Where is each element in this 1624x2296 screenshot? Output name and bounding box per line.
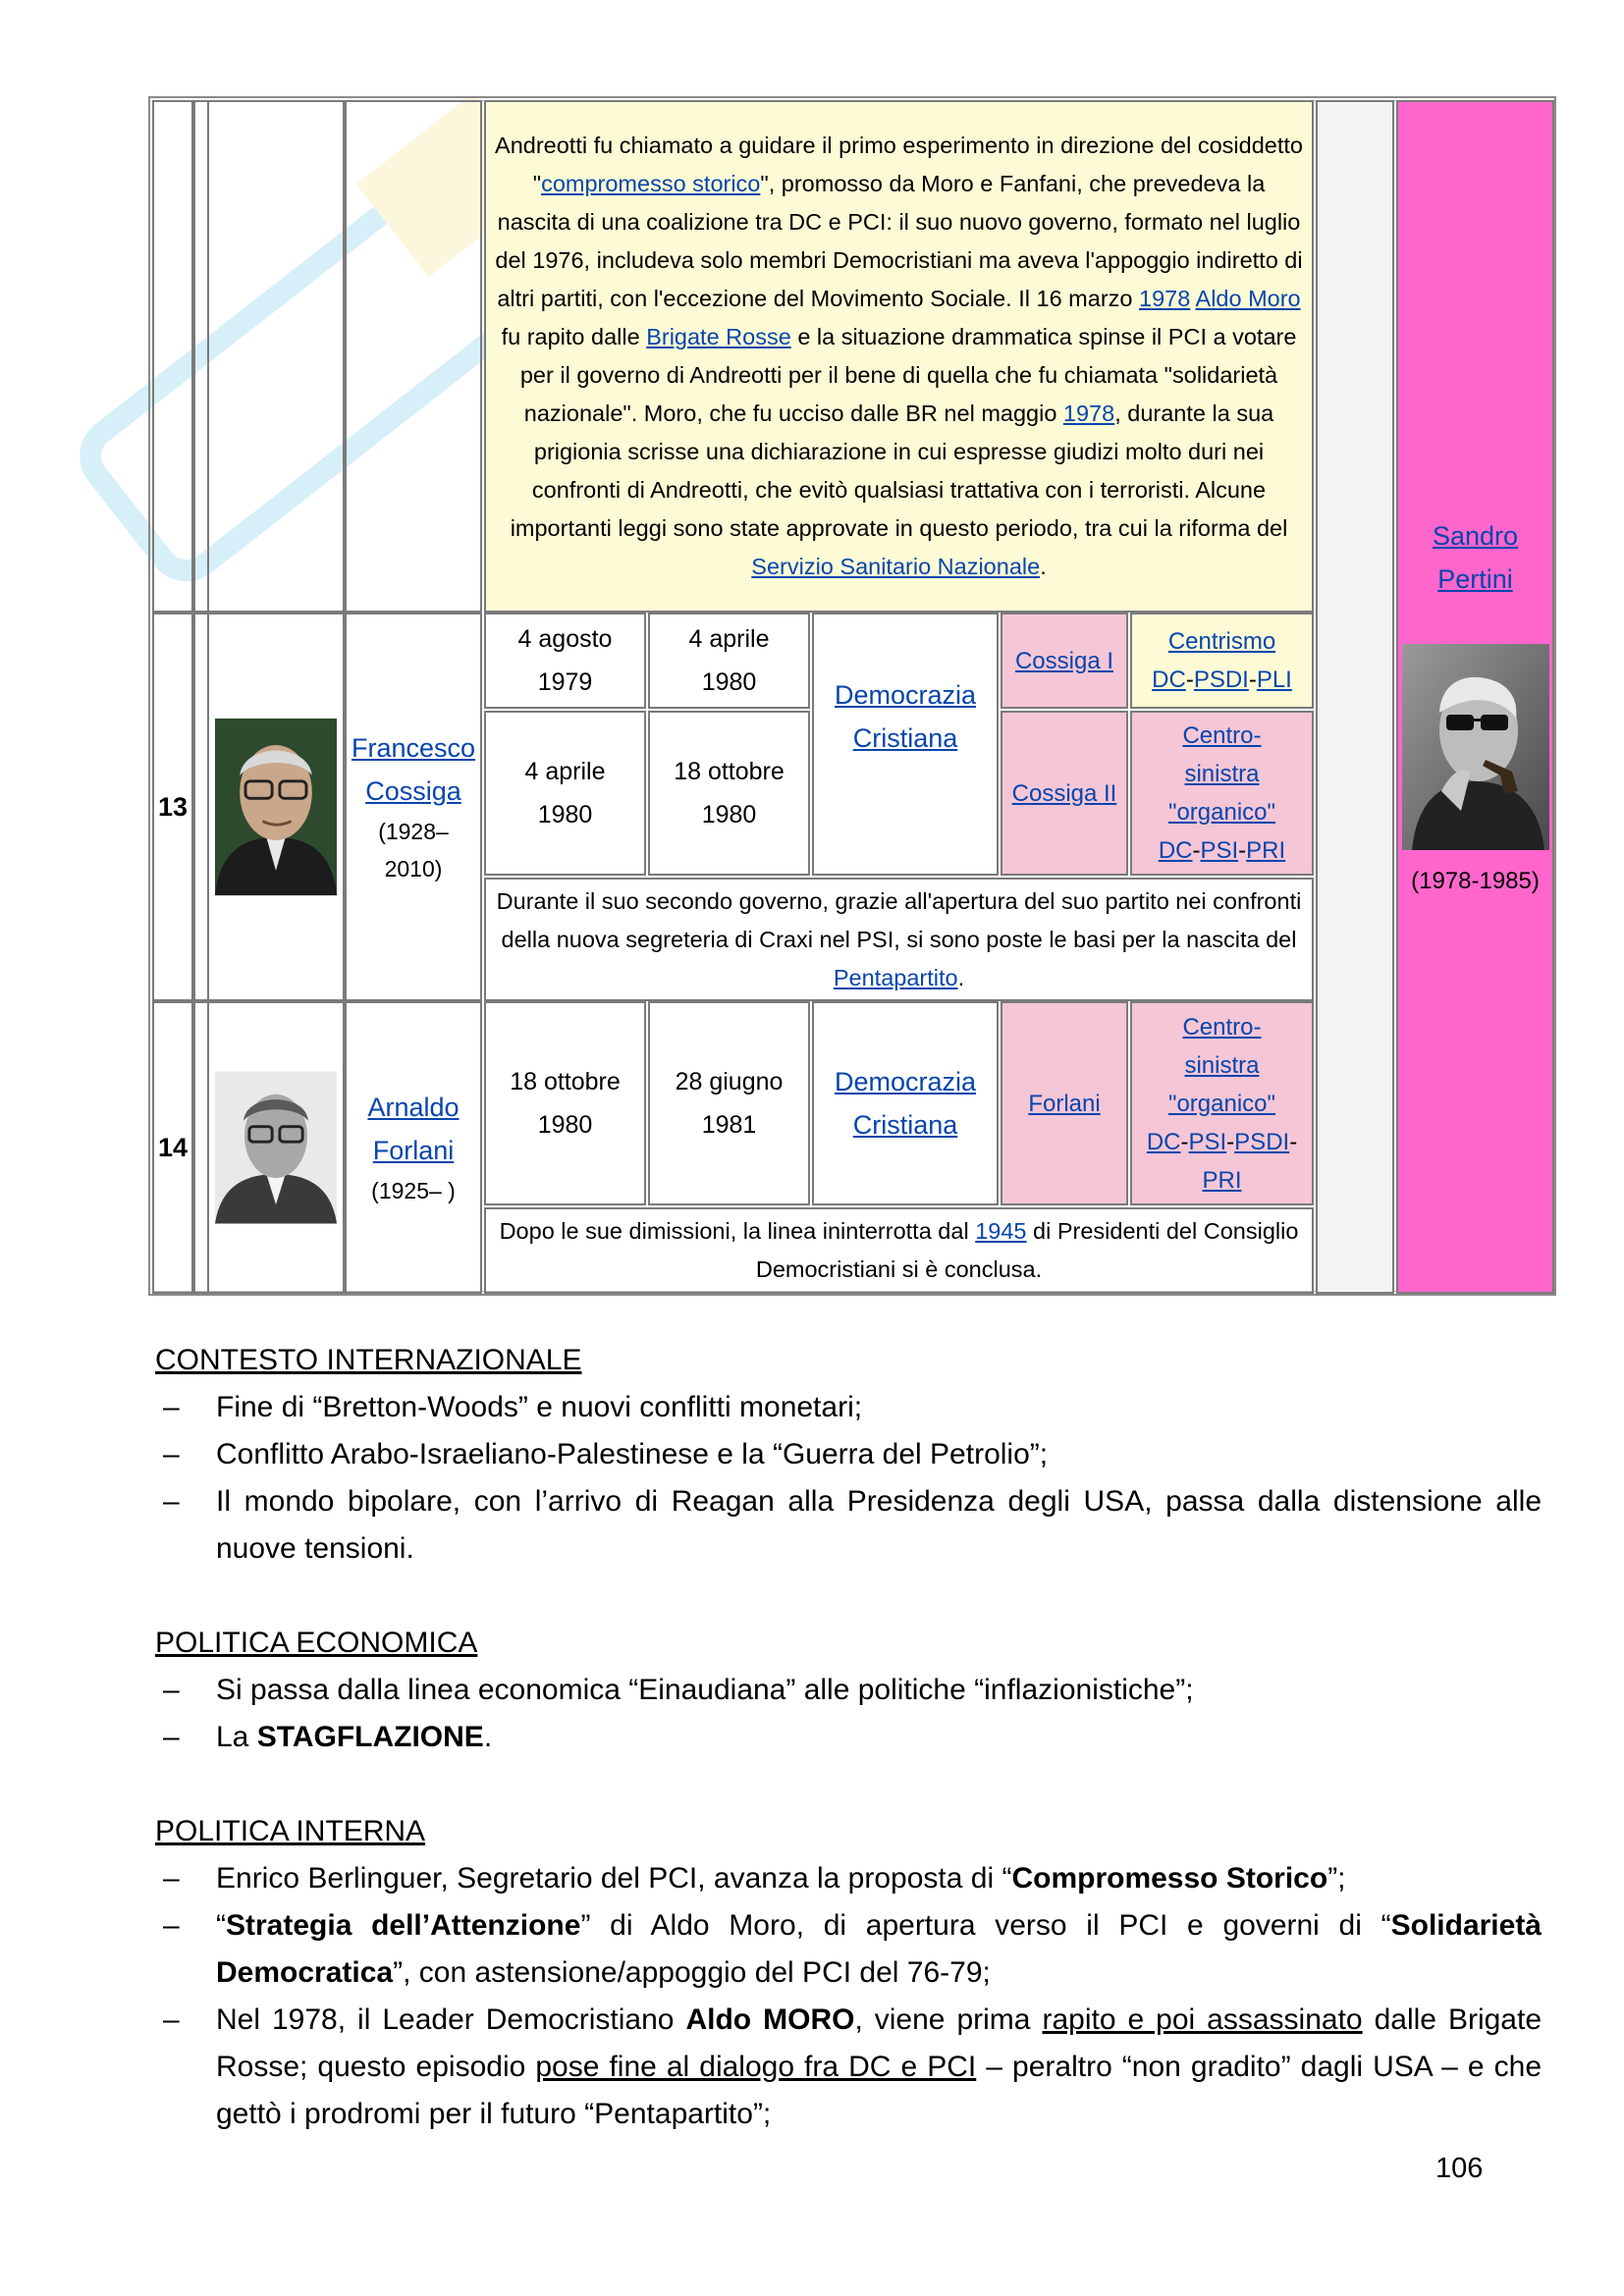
link-forlani[interactable]: Forlani: [1028, 1090, 1101, 1117]
forlani-government-cell: [1001, 1001, 1128, 1205]
forlani-start-date: 18 ottobre 1980: [484, 1001, 646, 1205]
link-compromesso-storico[interactable]: compromesso storico: [541, 171, 761, 196]
pertini-portrait-icon: [1402, 644, 1549, 850]
section-politica-interna: [155, 1808, 1542, 2138]
link-dc[interactable]: DC: [1152, 667, 1186, 693]
link-pri[interactable]: PRI: [1246, 837, 1286, 864]
section-title: CONTESTO INTERNAZIONALE: [155, 1344, 582, 1376]
link-pli[interactable]: PLI: [1256, 667, 1292, 693]
link-centrismo[interactable]: Centrismo: [1167, 628, 1276, 655]
forlani-name-cell: Arnaldo Forlani (1925– ): [345, 1001, 482, 1294]
section-title: POLITICA INTERNA: [155, 1815, 426, 1847]
section-politica-economica: [155, 1620, 1542, 1761]
andreotti-description: Andreotti fu chiamato a guidare il primo esperimento in direzione del cosiddetto "compromesso storico", promosso da Moro e Fanfani, che prevedeva la nascita di una coalizione tra DC e PCI: il suo nuovo governo, formato nel luglio del 1976, includeva solo membri Democristiani ma aveva l'appoggio indiretto di altri partiti, con l'eccezione del Movimento Sociale. Il 16 marzo 1978 Aldo Moro fu rapito dalle Brigate Rosse e la situazione drammatica spinse il PCI a votare per il governo di Andreotti per il bene di quella che fu chiamata "solidarietà nazionale". Moro, che fu ucciso dalle BR nel maggio 1978, durante la sua prigionia scrisse una dichiarazione in cui espresse giudizi molto duri nei confronti di Andreotti, che evitò qualsiasi trattativa con i terroristi. Alcune importanti leggi sono state approvate in questo periodo, tra cui la riforma del Servizio Sanitario Nazionale.: [484, 100, 1314, 613]
link-centro-sinistra-organico[interactable]: Centro- sinistra "organico": [1167, 1013, 1276, 1117]
link-pri[interactable]: PRI: [1202, 1166, 1242, 1194]
link-servizio-sanitario[interactable]: Servizio Sanitario Nazionale: [751, 554, 1041, 579]
link-1978-maggio[interactable]: 1978: [1062, 400, 1115, 426]
list-item: – La STAGFLAZIONE.: [163, 1721, 493, 1753]
pertini-years: (1978-1985): [1411, 868, 1540, 894]
list-item: – Enrico Berlinguer, Segretario del PCI, avanza la proposta di “Compromesso Storico”;: [163, 1862, 1346, 1895]
list-item: – “Strategia dell’Attenzione” di Aldo Moro, di apertura verso il PCI e governi di “Solidarietà Democratica”, con astensione/appoggio del PCI del 76-79;: [163, 1909, 1542, 1989]
link-psi[interactable]: PSI: [1200, 837, 1239, 864]
link-francesco-cossiga[interactable]: Francesco Cossiga: [351, 733, 476, 806]
link-centro-sinistra-organico[interactable]: Centro- sinistra "organico": [1167, 722, 1276, 826]
cossiga-party-cell: [812, 613, 999, 876]
list-item: – Fine di “Bretton-Woods” e nuovi conflitti monetari;: [163, 1391, 863, 1423]
cossiga-portrait-icon: [215, 716, 337, 898]
link-arnaldo-forlani[interactable]: Arnaldo Forlani: [367, 1093, 460, 1165]
cossiga1-start-date: 4 agosto 1979: [484, 613, 646, 709]
cossiga2-coalition-cell: Centro- sinistra "organico" DC-PSI-PRI: [1130, 711, 1314, 876]
row-number-cell: [152, 100, 193, 613]
forlani-coalition-cell: Centro- sinistra "organico" DC-PSI-PSDI- PRI: [1130, 1001, 1314, 1205]
photo-cell-forlani: [207, 1001, 345, 1294]
separator-column: [1316, 100, 1394, 1294]
link-cossiga-i[interactable]: Cossiga I: [1014, 647, 1114, 674]
link-sandro-pertini[interactable]: Sandro Pertini: [1432, 521, 1519, 594]
cossiga2-government-cell: [1001, 711, 1128, 876]
link-1978[interactable]: 1978: [1139, 286, 1191, 311]
forlani-end-date: 28 giugno 1981: [648, 1001, 810, 1205]
link-psi[interactable]: PSI: [1188, 1128, 1227, 1155]
link-brigate-rosse[interactable]: Brigate Rosse: [646, 324, 791, 349]
link-aldo-moro[interactable]: Aldo Moro: [1195, 286, 1301, 311]
cossiga2-end-date: 18 ottobre 1980: [648, 711, 810, 876]
forlani-party-cell: [812, 1001, 999, 1205]
cossiga-description: Durante il suo secondo governo, grazie all'apertura del suo partito nei confronti della nuova segreteria di Craxi nel PSI, si sono poste le basi per la nascita del Pentapartito.: [484, 878, 1314, 1001]
cossiga2-start-date: 4 aprile 1980: [484, 711, 646, 876]
link-1945[interactable]: 1945: [975, 1218, 1027, 1244]
list-item: – Nel 1978, il Leader Democristiano Aldo MORO, viene prima rapito e poi assassinato dalle Brigate Rosse; questo episodio pose fine al dialogo fra DC e PCI – peraltro “non gradito” dagli USA – e che gettò i prodromi per il futuro “Pentapartito”;: [163, 2003, 1543, 2130]
link-psdi[interactable]: PSDI: [1234, 1128, 1290, 1155]
link-pentapartito[interactable]: Pentapartito: [833, 964, 958, 990]
photo-cell-cossiga: [207, 613, 345, 1001]
link-psdi[interactable]: PSDI: [1193, 667, 1249, 693]
row-number-13: 13: [152, 613, 193, 1001]
list-item: – Si passa dalla linea economica “Einaudiana” alle politiche “inflazionistiche”;: [163, 1674, 1194, 1706]
forlani-portrait-icon: [215, 1069, 337, 1226]
cossiga1-government-cell: [1001, 613, 1128, 709]
link-democrazia-cristiana[interactable]: Democrazia Cristiana: [834, 1067, 977, 1140]
president-cell: [1396, 100, 1554, 1294]
list-item: – Conflitto Arabo-Israeliano-Palestinese e la “Guerra del Petrolio”;: [163, 1438, 1049, 1470]
cossiga-name-cell: Francesco Cossiga (1928– 2010): [345, 613, 482, 1001]
prime-ministers-table: [148, 96, 1556, 1296]
list-item: – Il mondo bipolare, con l’arrivo di Reagan alla Presidenza degli USA, passa dalla distensione alle nuove tensioni.: [163, 1485, 1542, 1565]
cossiga1-coalition-cell: Centrismo DC-PSDI-PLI: [1130, 613, 1314, 709]
section-title: POLITICA ECONOMICA: [155, 1627, 478, 1659]
link-dc[interactable]: DC: [1158, 837, 1193, 864]
photo-cell: [207, 100, 345, 613]
cossiga1-end-date: 4 aprile 1980: [648, 613, 810, 709]
link-democrazia-cristiana[interactable]: Democrazia Cristiana: [834, 680, 977, 753]
row-number-14: 14: [152, 1001, 193, 1294]
forlani-description: Dopo le sue dimissioni, la linea ininterrotta dal 1945 di Presidenti del Consiglio Democristiani si è conclusa.: [484, 1207, 1314, 1294]
link-cossiga-ii[interactable]: Cossiga II: [1011, 779, 1117, 807]
link-dc[interactable]: DC: [1146, 1128, 1181, 1155]
name-cell: [345, 100, 482, 613]
page-number: 106: [1435, 2153, 1484, 2184]
section-contesto-internazionale: [155, 1337, 1542, 1573]
